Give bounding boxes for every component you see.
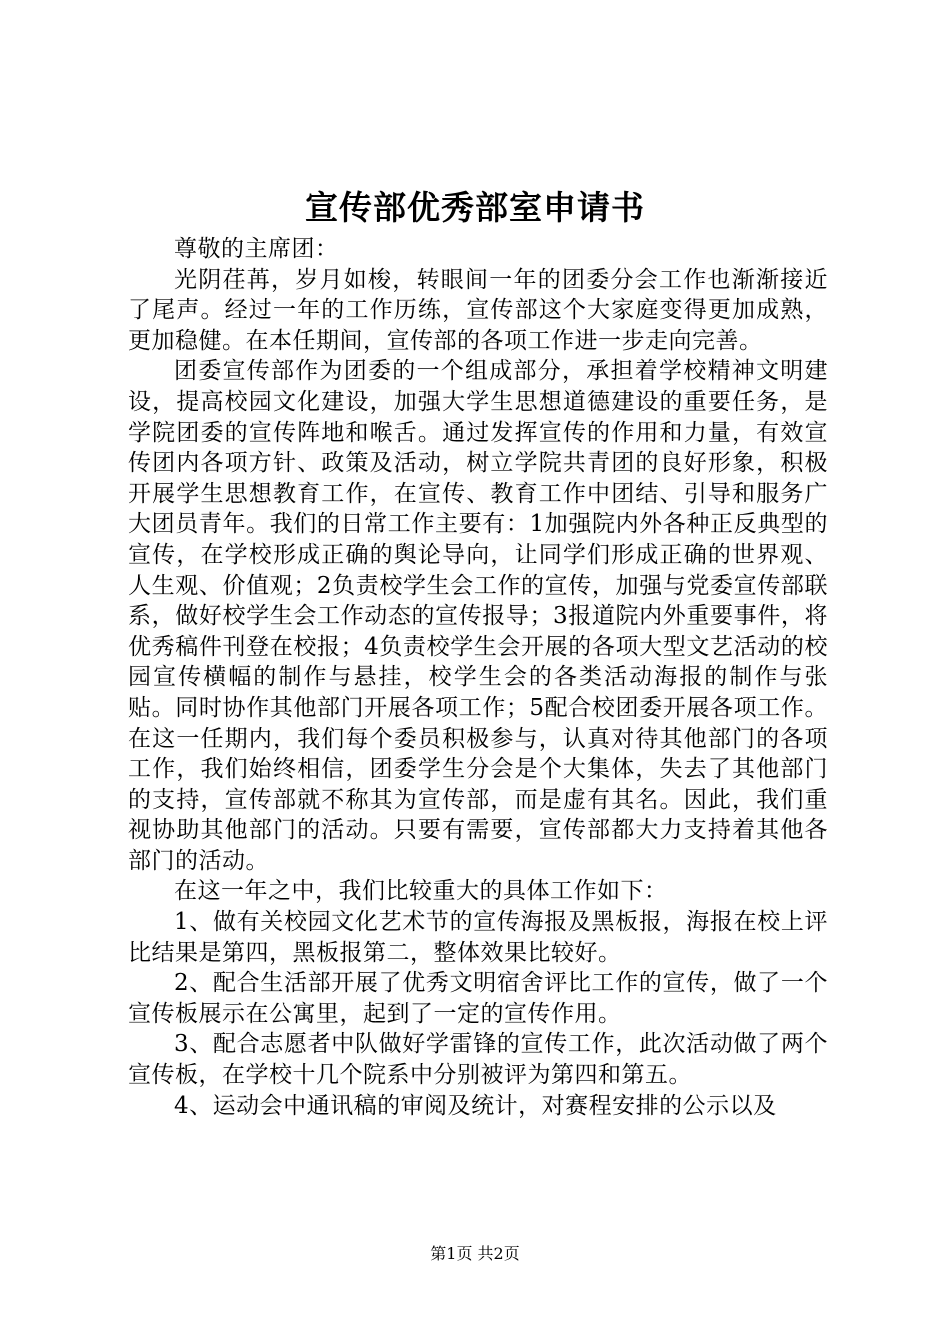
document-body [128,234,828,1121]
list-item: 4、运动会中通讯稿的审阅及统计，对赛程安排的公示以及 [174,1092,777,1119]
list-item: 1、做有关校园文化艺术节的宣传海报及黑板报，海报在校上评比结果是第四，黑板报第二，整体效果比较好。 [128,909,828,966]
list-item: 3、配合志愿者中队做好学雷锋的宣传工作，此次活动做了两个宣传板，在学校十几个院系中分别被评为第四和第五。 [128,1031,828,1089]
document-title: 宣传部优秀部室申请书 [305,188,645,227]
list-item: 2、配合生活部开展了优秀文明宿舍评比工作的宣传，做了一个宣传板展示在公寓里，起到了一定的宣传作用。 [128,970,828,1027]
body-paragraph: 光阴荏苒，岁月如梭，转眼间一年的团委分会工作也渐渐接近了尾声。经过一年的工作历练，宣传部这个大家庭变得更加成熟，更加稳健。在本任期间，宣传部的各项工作进一步走向完善。 [128,266,828,354]
salutation: 尊敬的主席团： [174,236,339,262]
page-footer: 第1页 共2页 [430,1244,520,1263]
body-paragraph: 团委宣传部作为团委的一个组成部分，承担着学校精神文明建设，提高校园文化建设，加强大学生思想道德建设的重要任务，是学院团委的宣传阵地和喉舌。通过发挥宣传的作用和力量，有效宣传团内各项方针、政策及活动，树立学院共青团的良好形象，积极开展学生思想教育工作，在宣传、教育工作中团结、引导和服务广大团员青年。我们的日常工作主要有：1加强院内外各种正反典型的宣传，在学校形成正确的舆论导向，让同学们形成正确的世界观、人生观、价值观；2负责校学生会工作的宣传，加强与党委宣传部联系，做好校学生会工作动态的宣传报导；3报道院内外重要事件，将优秀稿件刊登在校报；4负责校学生会开展的各项大型文艺活动的校园宣传横幅的制作与悬挂，校学生会的各类活动海报的制作与张贴。同时协作其他部门开展各项工作；5配合校团委开展各项工作。在这一任期内，我们每个委员积极参与，认真对待其他部门的各项工作，我们始终相信，团委学生分会是个大集体，失去了其他部门的支持，宣传部就不称其为宣传部，而是虚有其名。因此，我们重视协助其他部门的活动。只要有需要，宣传部都大力支持着其他各部门的活动。 [128,358,828,874]
body-paragraph: 在这一年之中，我们比较重大的具体工作如下： [174,878,668,905]
